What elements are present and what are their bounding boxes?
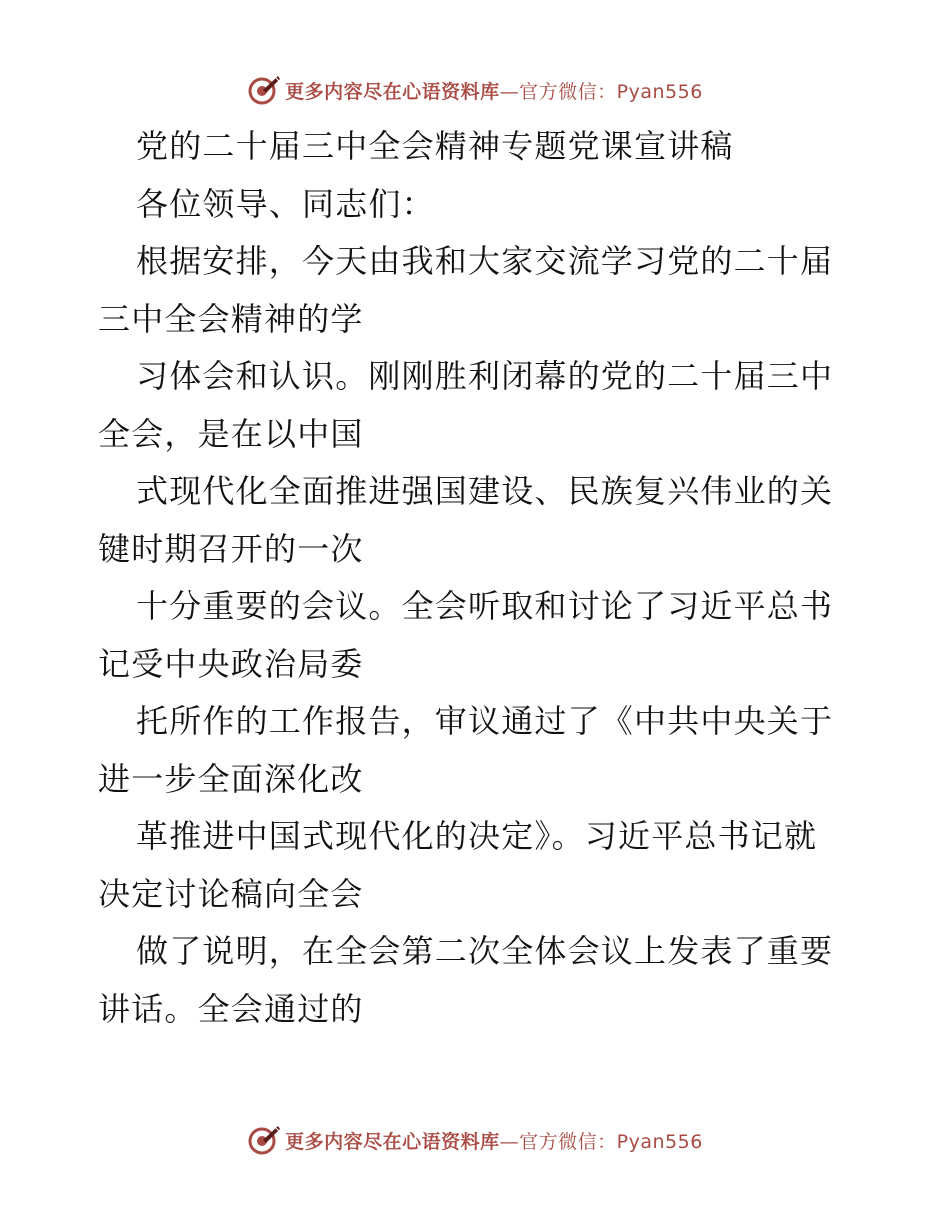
paragraph-line: 讲话。全会通过的 — [98, 989, 364, 1028]
watermark-text — [285, 1127, 703, 1154]
watermark-banner-bottom — [0, 1120, 950, 1160]
paragraph-line: 全会，是在以中国 — [98, 414, 364, 453]
paragraph-line: 习体会和认识。刚刚胜利闭幕的党的二十届三中 — [136, 357, 834, 395]
paragraph-line: 托所作的工作报告，审议通过了《中共中央关于 — [136, 702, 834, 740]
salutation: 各位领导、同志们： — [136, 184, 435, 223]
paragraph-line: 做了说明，在全会第二次全体会议上发表了重要 — [136, 932, 834, 970]
document-title: 党的二十届三中全会精神专题党课宣讲稿 — [136, 127, 734, 165]
watermark-brand: 更多内容尽在心语资料库 — [285, 1130, 500, 1153]
paragraph-line: 十分重要的会议。全会听取和讨论了习近平总书 — [136, 587, 834, 625]
paragraph-line: 革推进中国式现代化的决定》。习近平总书记就 — [136, 817, 818, 855]
pen-circle-icon — [247, 1123, 281, 1157]
watermark-contact: 官方微信：Pyan556 — [519, 80, 703, 103]
paragraph-line: 三中全会精神的学 — [98, 299, 364, 338]
pen-circle-icon — [247, 73, 281, 107]
watermark-banner-top — [0, 70, 950, 110]
paragraph-line: 式现代化全面推进强国建设、民族复兴伟业的关 — [136, 472, 834, 510]
watermark-brand: 更多内容尽在心语资料库 — [285, 80, 500, 103]
paragraph-line: 根据安排，今天由我和大家交流学习党的二十届 — [136, 242, 834, 280]
paragraph-line: 决定讨论稿向全会 — [98, 874, 364, 913]
document-body — [98, 118, 858, 1038]
watermark-text — [285, 77, 703, 104]
paragraph-line: 记受中央政治局委 — [98, 644, 364, 683]
paragraph-line: 进一步全面深化改 — [98, 759, 364, 798]
watermark-separator: — — [499, 80, 520, 103]
paragraph-line: 键时期召开的一次 — [98, 529, 364, 568]
watermark-separator: — — [499, 1130, 520, 1153]
watermark-contact: 官方微信：Pyan556 — [519, 1130, 703, 1153]
